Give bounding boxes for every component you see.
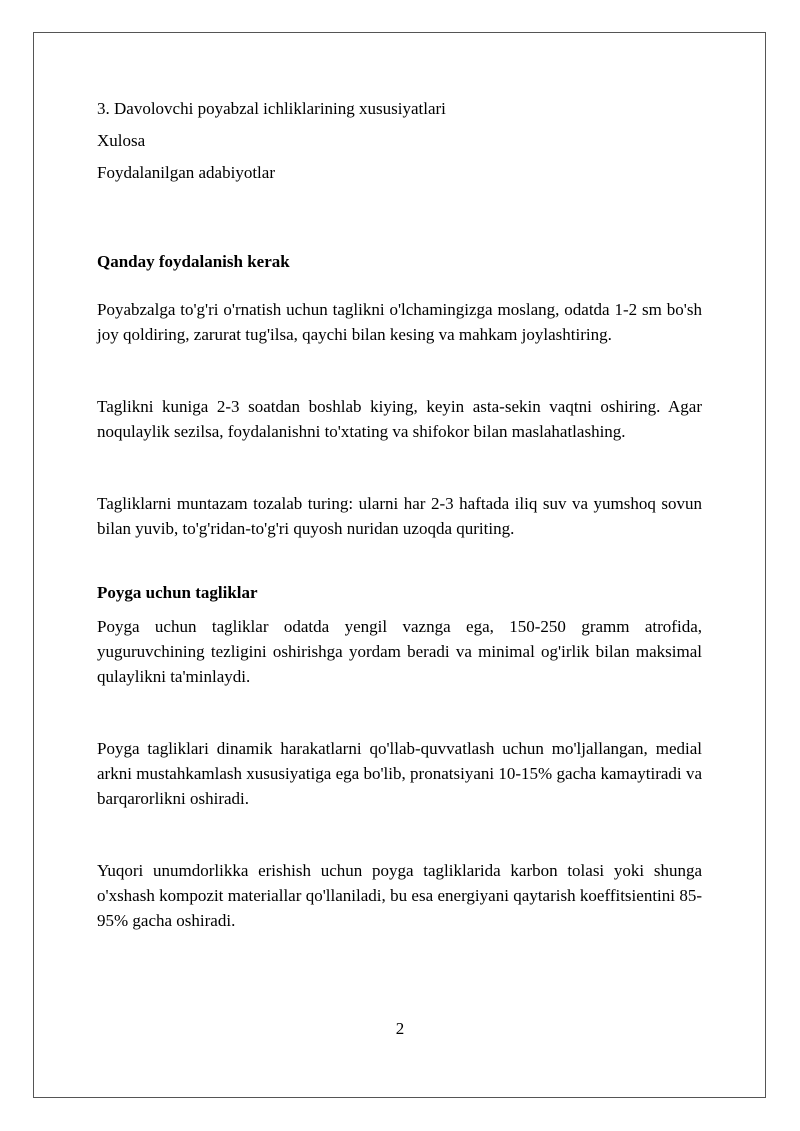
paragraph: Tagliklarni muntazam tozalab turing: ularni har 2-3 haftada iliq suv va yumshoq sovun bilan yuvib, to'g'ridan-to'g'ri quyosh nuridan uzoqda quriting.: [97, 494, 702, 538]
paragraph: Yuqori unumdorlikka erishish uchun poyga tagliklarida karbon tolasi yoki shunga o'xshash kompozit materiallar qo'llaniladi, bu esa energiyani qaytarish koeffitsientini 85-95% gacha oshiradi.: [97, 861, 702, 930]
section-heading: Qanday foydalanish kerak: [97, 252, 290, 271]
document-body: [97, 96, 702, 933]
toc-item: Foydalanilgan adabiyotlar: [97, 163, 275, 182]
page-number: 2: [395, 1019, 405, 1038]
toc-item: Xulosa: [97, 131, 146, 150]
section-heading: Poyga uchun tagliklar: [97, 583, 258, 602]
paragraph: Taglikni kuniga 2-3 soatdan boshlab kiying, keyin asta-sekin vaqtni oshiring. Agar noqulaylik sezilsa, foydalanishni to'xtating va shifokor bilan maslahatlashing.: [97, 397, 702, 441]
toc-item: 3. Davolovchi poyabzal ichliklarining xususiyatlari: [97, 99, 446, 118]
paragraph: Poyga tagliklari dinamik harakatlarni qo'llab-quvvatlash uchun mo'ljallangan, medial arkni mustahkamlash xususiyatiga ega bo'lib, pronatsiyani 10-15% gacha kamaytiradi va barqarorlikni oshiradi.: [97, 739, 702, 808]
paragraph: Poyga uchun tagliklar odatda yengil vaznga ega, 150-250 gramm atrofida, yuguruvchining tezligini oshirishga yordam beradi va minimal og'irlik bilan maksimal qulaylikni ta'minlaydi.: [97, 617, 702, 686]
paragraph: Poyabzalga to'g'ri o'rnatish uchun taglikni o'lchamingizga moslang, odatda 1-2 sm bo'sh joy qoldiring, zarurat tug'ilsa, qaychi bilan kesing va mahkam joylashtiring.: [97, 300, 702, 344]
